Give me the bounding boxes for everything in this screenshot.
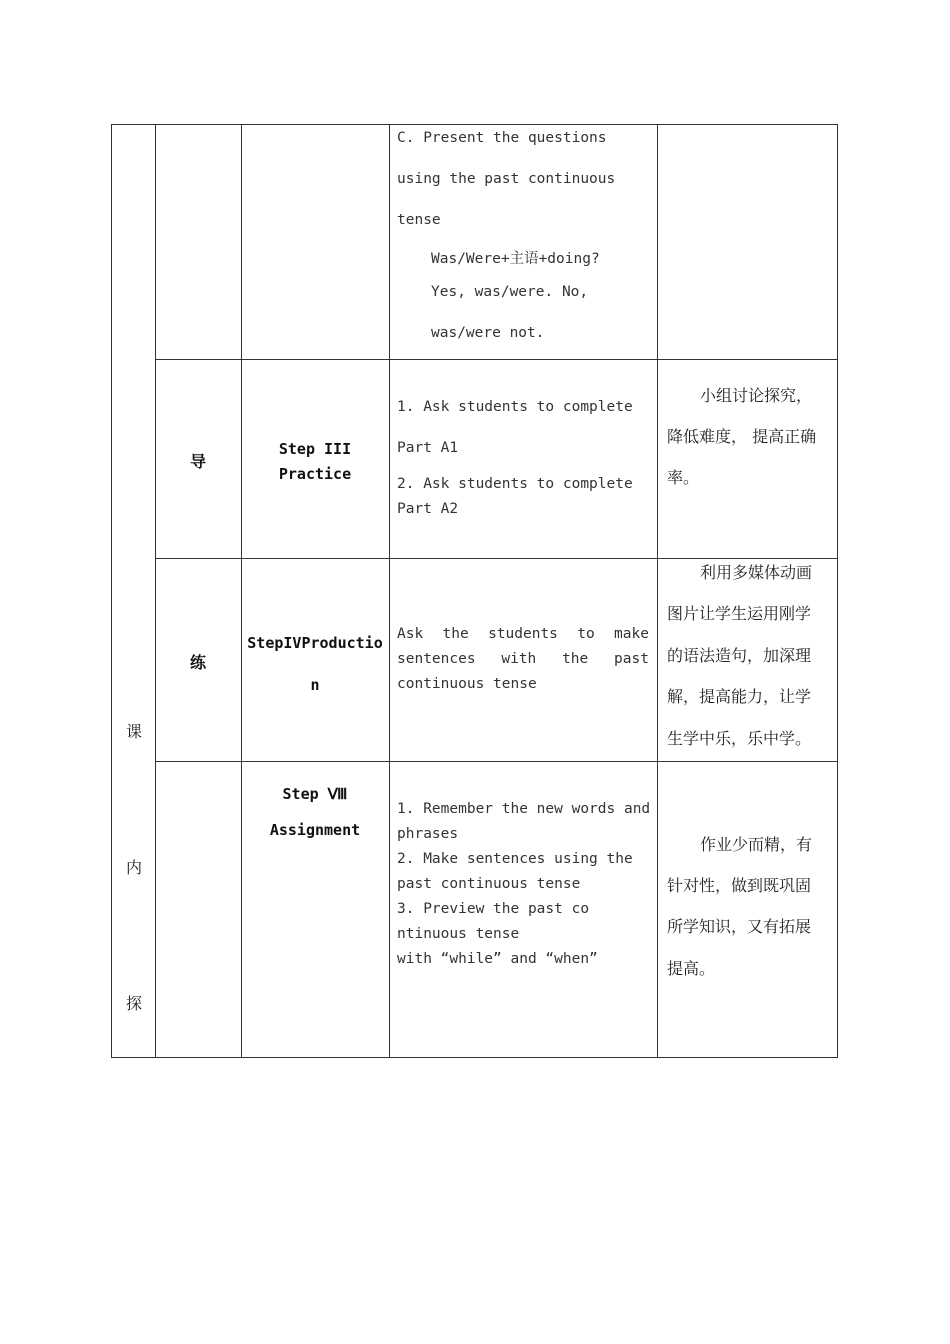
side-label-char: 课	[126, 722, 143, 741]
step-cell	[241, 622, 389, 706]
step-title: Step III	[278, 440, 352, 458]
step-cell	[241, 776, 389, 848]
content-line: 3. Preview the past co	[397, 901, 590, 917]
content-line: ntinuous tense	[397, 926, 520, 942]
word: with	[501, 651, 537, 667]
word: make	[614, 626, 649, 642]
content-line: was/were not.	[431, 325, 545, 341]
step-cell	[241, 437, 389, 487]
word: past	[614, 651, 649, 667]
content-line: Was/Were+主语+doing?	[431, 251, 600, 267]
content-line: 2. Make sentences using the	[397, 851, 633, 867]
note-line: 率。	[667, 468, 700, 487]
note-line: 所学知识，又有拓展	[667, 917, 812, 936]
step-title: StepIVProductio	[247, 634, 383, 652]
step-title: Practice	[278, 465, 352, 483]
content-line: 1. Ask students to complete	[397, 399, 633, 415]
step-title: n	[310, 676, 320, 694]
note-line: 图片让学生运用刚学	[667, 604, 812, 623]
column-divider	[389, 125, 390, 1057]
note-line: 利用多媒体动画	[700, 563, 813, 582]
content-line: phrases	[397, 826, 459, 842]
content-line: Yes, was/were. No,	[431, 284, 589, 300]
step-title: Step Ⅷ	[282, 785, 348, 803]
word: the	[442, 626, 469, 642]
content-line: Part A2	[397, 501, 459, 517]
content-line-justified	[397, 651, 649, 667]
step-title: Assignment	[269, 821, 361, 839]
content-line: 1. Remember the new words and	[397, 801, 651, 817]
word: the	[562, 651, 589, 667]
word: Ask	[397, 626, 424, 642]
stage-label: 导	[190, 452, 207, 471]
column-divider	[657, 125, 658, 1057]
content-line: C. Present the questions	[397, 130, 607, 146]
note-line: 作业少而精，有	[700, 835, 813, 854]
note-line: 小组讨论探究，	[700, 386, 813, 405]
content-line: using the past continuous	[397, 171, 616, 187]
content-line-justified	[397, 626, 649, 642]
column-divider	[155, 125, 156, 1057]
side-label-char: 探	[126, 994, 143, 1013]
content-line: with “while” and “when”	[397, 951, 598, 967]
note-line: 提高。	[667, 959, 716, 978]
content-line: past continuous tense	[397, 876, 581, 892]
content-line: 2. Ask students to complete	[397, 476, 633, 492]
word: sentences	[397, 651, 476, 667]
note-line: 降低难度， 提高正确	[667, 427, 817, 446]
row-divider	[155, 359, 837, 360]
word: to	[577, 626, 595, 642]
column-divider	[241, 125, 242, 1057]
row-divider	[155, 761, 837, 762]
note-line: 解，提高能力，让学	[667, 687, 812, 706]
content-line: Part A1	[397, 440, 459, 456]
row-divider	[155, 558, 837, 559]
word: students	[488, 626, 558, 642]
content-line: continuous tense	[397, 676, 537, 692]
stage-label: 练	[190, 653, 207, 672]
note-line: 针对性，做到既巩固	[667, 876, 812, 895]
note-line: 的语法造句，加深理	[667, 646, 812, 665]
note-line: 生学中乐，乐中学。	[667, 729, 812, 748]
content-line: tense	[397, 212, 441, 228]
side-label-char: 内	[126, 858, 143, 877]
